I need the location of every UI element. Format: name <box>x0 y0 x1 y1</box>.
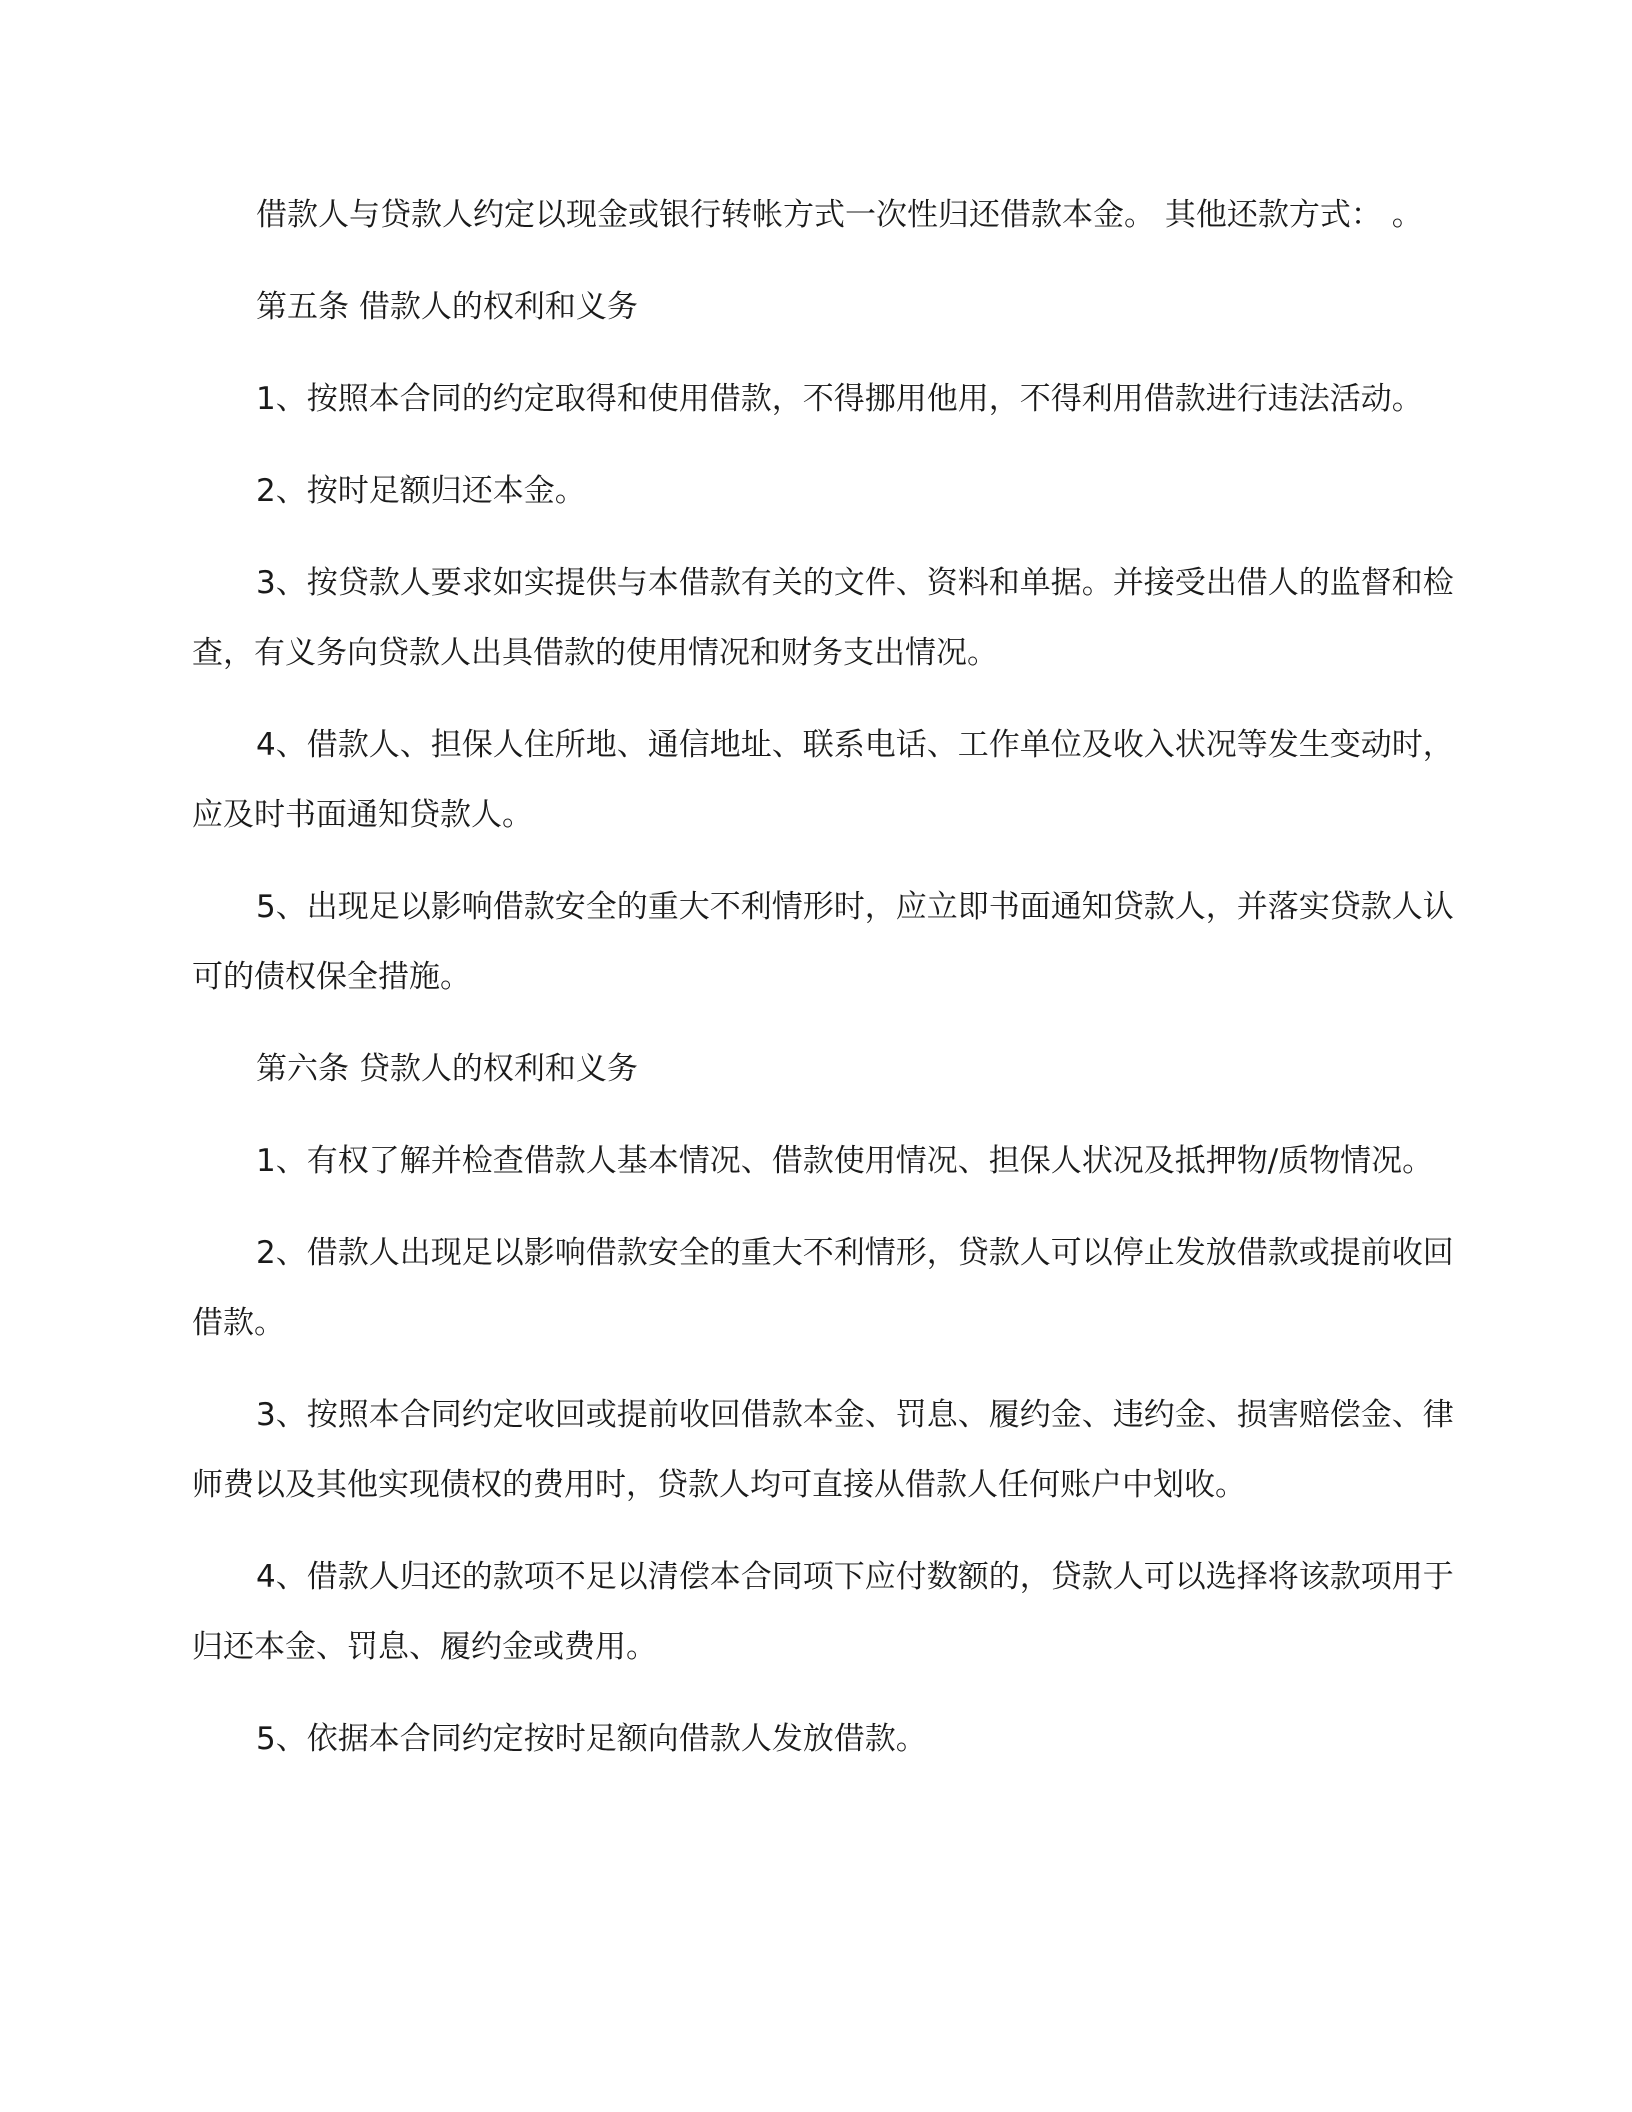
article-5-item-3: 3、按贷款人要求如实提供与本借款有关的文件、资料和单据。并接受出借人的监督和检查，有义务向贷款人出具借款的使用情况和财务支出情况。 <box>192 565 1454 671</box>
article-5-item-1: 1、按照本合同的约定取得和使用借款，不得挪用他用，不得利用借款进行违法活动。 <box>256 381 1423 417</box>
article-5-item-5: 5、出现足以影响借款安全的重大不利情形时，应立即书面通知贷款人，并落实贷款人认可的债权保全措施。 <box>192 889 1454 995</box>
article-5-item-4: 4、借款人、担保人住所地、通信地址、联系电话、工作单位及收入状况等发生变动时，应及时书面通知贷款人。 <box>192 727 1454 833</box>
paragraph-repayment-method: 借款人与贷款人约定以现金或银行转帐方式一次性归还借款本金。 其他还款方式： 。 <box>256 197 1423 233</box>
article-6-item-3: 3、按照本合同约定收回或提前收回借款本金、罚息、履约金、违约金、损害赔偿金、律师费以及其他实现债权的费用时，贷款人均可直接从借款人任何账户中划收。 <box>192 1397 1454 1503</box>
article-5-heading: 第五条 借款人的权利和义务 <box>256 289 638 325</box>
article-6-item-4: 4、借款人归还的款项不足以清偿本合同项下应付数额的，贷款人可以选择将该款项用于归还本金、罚息、履约金或费用。 <box>192 1559 1454 1665</box>
article-6-heading: 第六条 贷款人的权利和义务 <box>256 1051 638 1087</box>
article-6-item-5: 5、依据本合同约定按时足额向借款人发放借款。 <box>256 1721 927 1757</box>
document-body <box>192 180 1454 1796</box>
article-6-item-2: 2、借款人出现足以影响借款安全的重大不利情形，贷款人可以停止发放借款或提前收回借款。 <box>192 1235 1454 1341</box>
article-6-item-1: 1、有权了解并检查借款人基本情况、借款使用情况、担保人状况及抵押物/质物情况。 <box>256 1143 1434 1179</box>
article-5-item-2: 2、按时足额归还本金。 <box>256 473 586 509</box>
